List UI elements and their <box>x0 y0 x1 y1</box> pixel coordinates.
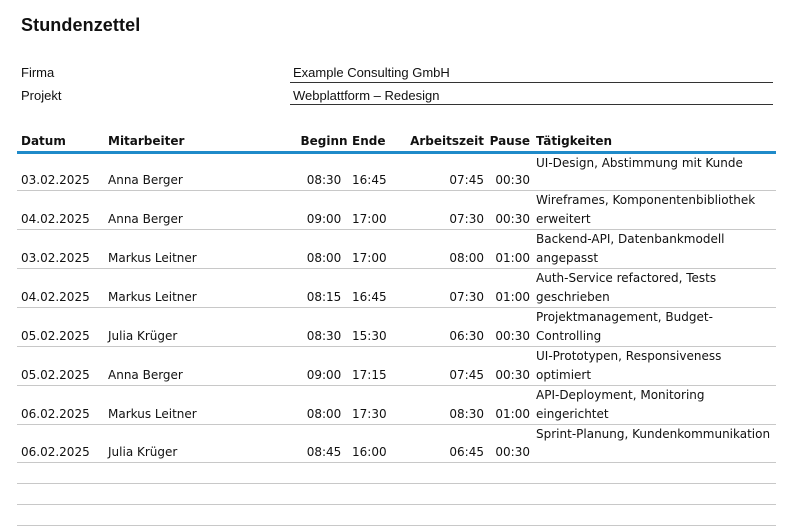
cell-pause[interactable]: 00:30 <box>495 329 530 343</box>
empty-cell[interactable] <box>296 484 352 505</box>
cell-taetigkeiten[interactable]: Auth-Service refactored, Tests geschrieben <box>536 271 717 304</box>
cell-datum[interactable]: 05.02.2025 <box>21 368 90 382</box>
cell-ende[interactable]: 15:30 <box>352 329 387 343</box>
empty-cell[interactable] <box>296 505 352 526</box>
cell-mitarbeiter[interactable]: Anna Berger <box>108 173 183 187</box>
cell-pause[interactable]: 00:30 <box>495 368 530 382</box>
header-ende: Ende <box>352 134 386 148</box>
empty-cell[interactable] <box>399 463 484 484</box>
cell-beginn[interactable]: 08:30 <box>306 329 342 343</box>
empty-cell[interactable] <box>352 463 399 484</box>
empty-cell[interactable] <box>108 484 296 505</box>
cell-arbeitszeit[interactable]: 08:30 <box>449 407 484 421</box>
header-pause: Pause <box>489 134 530 148</box>
empty-cell[interactable] <box>352 484 399 505</box>
table-row <box>17 308 776 347</box>
table-row <box>17 425 776 463</box>
cell-beginn[interactable]: 08:00 <box>306 251 342 265</box>
cell-mitarbeiter[interactable]: Julia Krüger <box>108 329 178 343</box>
cell-ende[interactable]: 17:00 <box>352 212 387 226</box>
empty-cell[interactable] <box>484 463 530 484</box>
table-row <box>17 347 776 386</box>
cell-arbeitszeit[interactable]: 07:30 <box>449 212 484 226</box>
cell-beginn[interactable]: 09:00 <box>306 212 342 226</box>
table-row <box>17 153 776 191</box>
cell-mitarbeiter[interactable]: Anna Berger <box>108 368 183 382</box>
cell-datum[interactable]: 03.02.2025 <box>21 251 90 265</box>
empty-row <box>17 484 776 505</box>
cell-ende[interactable]: 16:00 <box>352 445 387 459</box>
cell-beginn[interactable]: 09:00 <box>306 368 342 382</box>
cell-mitarbeiter[interactable]: Markus Leitner <box>108 407 197 421</box>
cell-arbeitszeit[interactable]: 07:45 <box>449 368 484 382</box>
empty-cell[interactable] <box>399 484 484 505</box>
cell-taetigkeiten[interactable]: Sprint-Planung, Kundenkommunikation <box>536 427 771 441</box>
cell-datum[interactable]: 05.02.2025 <box>21 329 90 343</box>
cell-arbeitszeit[interactable]: 07:30 <box>449 290 484 304</box>
empty-cell[interactable] <box>484 484 530 505</box>
cell-beginn[interactable]: 08:15 <box>306 290 342 304</box>
cell-ende[interactable]: 16:45 <box>352 290 387 304</box>
cell-ende[interactable]: 16:45 <box>352 173 387 187</box>
cell-pause[interactable]: 00:30 <box>495 445 530 459</box>
cell-beginn[interactable]: 08:45 <box>306 445 342 459</box>
empty-cell[interactable] <box>530 484 776 505</box>
table-row <box>17 230 776 269</box>
cell-mitarbeiter[interactable]: Julia Krüger <box>108 445 178 459</box>
table-body <box>17 153 776 526</box>
cell-arbeitszeit[interactable]: 07:45 <box>449 173 484 187</box>
table-row <box>17 269 776 308</box>
cell-pause[interactable]: 01:00 <box>495 251 530 265</box>
timesheet-table <box>17 126 776 526</box>
cell-ende[interactable]: 17:15 <box>352 368 387 382</box>
cell-pause[interactable]: 01:00 <box>495 290 530 304</box>
empty-cell[interactable] <box>484 505 530 526</box>
cell-taetigkeiten[interactable]: UI-Prototypen, Responsiveness optimiert <box>536 349 722 382</box>
cell-mitarbeiter[interactable]: Markus Leitner <box>108 290 197 304</box>
empty-cell[interactable] <box>352 505 399 526</box>
cell-datum[interactable]: 03.02.2025 <box>21 173 90 187</box>
cell-taetigkeiten[interactable]: Wireframes, Komponentenbibliothek erweitert <box>536 193 756 226</box>
cell-taetigkeiten[interactable]: UI-Design, Abstimmung mit Kunde <box>536 156 743 170</box>
cell-datum[interactable]: 06.02.2025 <box>21 445 90 459</box>
projekt-underline <box>290 104 773 105</box>
header-beginn: Beginn <box>300 134 348 148</box>
cell-pause[interactable]: 01:00 <box>495 407 530 421</box>
cell-arbeitszeit[interactable]: 06:30 <box>449 329 484 343</box>
cell-taetigkeiten[interactable]: API-Deployment, Monitoring eingerichtet <box>536 388 705 421</box>
cell-pause[interactable]: 00:30 <box>495 212 530 226</box>
empty-cell[interactable] <box>17 505 108 526</box>
table-header-row <box>17 126 776 153</box>
empty-row <box>17 505 776 526</box>
cell-mitarbeiter[interactable]: Anna Berger <box>108 212 183 226</box>
cell-mitarbeiter[interactable]: Markus Leitner <box>108 251 197 265</box>
empty-cell[interactable] <box>17 463 108 484</box>
header-datum: Datum <box>21 134 66 148</box>
table-row <box>17 386 776 425</box>
cell-beginn[interactable]: 08:30 <box>306 173 342 187</box>
cell-datum[interactable]: 06.02.2025 <box>21 407 90 421</box>
empty-row <box>17 463 776 484</box>
table-row <box>17 191 776 230</box>
empty-cell[interactable] <box>530 505 776 526</box>
firma-label: Firma <box>21 65 55 80</box>
empty-cell[interactable] <box>296 463 352 484</box>
cell-taetigkeiten[interactable]: Projektmanagement, Budget-Controlling <box>536 310 713 343</box>
header-taetigkeiten: Tätigkeiten <box>536 134 613 148</box>
empty-cell[interactable] <box>17 484 108 505</box>
page-title: Stundenzettel <box>21 15 141 35</box>
cell-ende[interactable]: 17:30 <box>352 407 387 421</box>
empty-cell[interactable] <box>108 505 296 526</box>
cell-taetigkeiten[interactable]: Backend-API, Datenbankmodell angepasst <box>536 232 725 265</box>
header-mitarbeiter: Mitarbeiter <box>108 134 185 148</box>
projekt-value[interactable]: Webplattform – Redesign <box>293 88 440 103</box>
empty-cell[interactable] <box>530 463 776 484</box>
firma-underline <box>290 82 773 83</box>
empty-cell[interactable] <box>399 505 484 526</box>
cell-arbeitszeit[interactable]: 06:45 <box>449 445 484 459</box>
header-arbeitszeit: Arbeitszeit <box>410 134 484 148</box>
cell-datum[interactable]: 04.02.2025 <box>21 290 90 304</box>
cell-datum[interactable]: 04.02.2025 <box>21 212 90 226</box>
firma-value[interactable]: Example Consulting GmbH <box>293 65 450 80</box>
cell-arbeitszeit[interactable]: 08:00 <box>449 251 484 265</box>
cell-beginn[interactable]: 08:00 <box>306 407 342 421</box>
cell-ende[interactable]: 17:00 <box>352 251 387 265</box>
empty-cell[interactable] <box>108 463 296 484</box>
projekt-label: Projekt <box>21 88 62 103</box>
cell-pause[interactable]: 00:30 <box>495 173 530 187</box>
